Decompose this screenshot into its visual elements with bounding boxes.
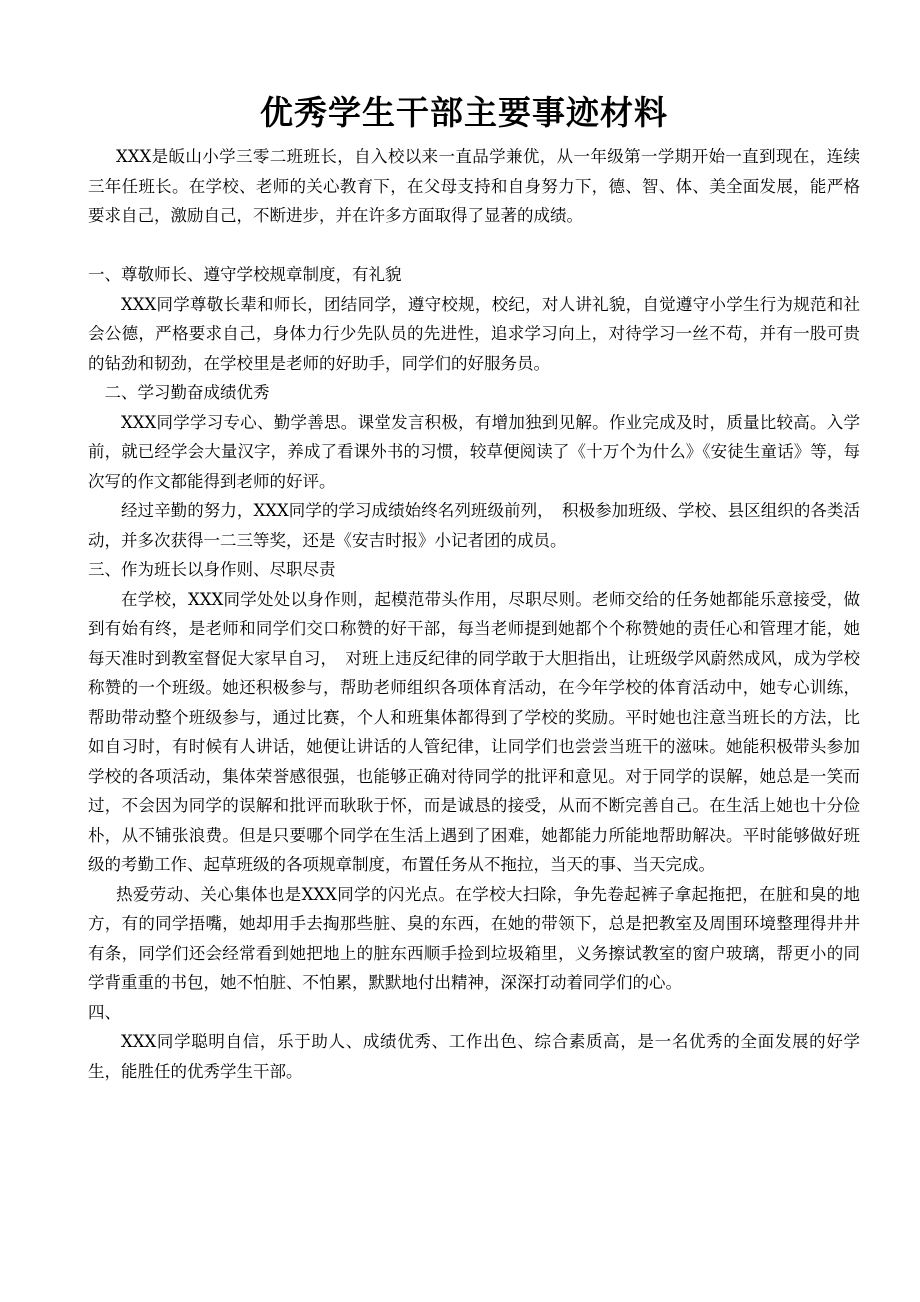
blank-line xyxy=(88,231,860,261)
section-4-heading: 四、 xyxy=(88,1002,121,1022)
section-3-paragraph-1: 在学校，XXX同学处处以身作则，起模范带头作用，尽职尽则。老师交给的任务她都能乐意接受，做到有始有终，是老师和同学们交口称赞的好干部，每当老师提到她都个个称赞她的责任心和管理才能，她每天准时到教室督促大家早自习， 对班上违反纪律的同学敢于大胆指出，让班级学风蔚然成风，成为学校称赞的一个班级。她还积极参与，帮助老师组织各项体育活动，在今年学校的体育活动中，她专心训练，帮助带动整个班级参与，通过比赛，个人和班集体都得到了学校的奖励。平时她也注意当班长的方法，比如自习时，有时候有人讲话，她便让讲话的人管纪律，让同学们也尝尝当班干的滋味。她能积极带头参加学校的各项活动，集体荣誉感很强，也能够正确对待同学的批评和意见。对于同学的误解，她总是一笑而过，不会因为同学的误解和批评而耿耿于怀，而是诚恳的接受，从而不断完善自己。在生活上她也十分俭朴，从不铺张浪费。但是只要哪个同学在生活上遇到了困难，她都能力所能地帮助解决。平时能够做好班级的考勤工作、起草班级的各项规章制度，布置任务从不拖拉，当天的事、当天完成。 xyxy=(88,589,860,874)
section-3-heading: 三、作为班长以身作则、尽职尽责 xyxy=(88,560,336,579)
intro-paragraph: XXX是皈山小学三零二班班长，自入校以来一直品学兼优，从一年级第一学期开始一直到现在，连续三年任班长。在学校、老师的关心教育下，在父母支持和自身努力下，德、智、体、美全面发展，能严格要求自己，激励自己，不断进步，并在许多方面取得了显著的成绩。 xyxy=(88,147,860,225)
section-2-paragraph-2: 经过辛勤的努力，XXX同学的学习成绩始终名列班级前列， 积极参加班级、学校、县区组织的各类活动，并多次获得一二三等奖，还是《安吉时报》小记者团的成员。 xyxy=(88,501,860,550)
section-2-heading: 二、学习勤奋成绩优秀 xyxy=(104,383,270,402)
section-1-paragraph-1: XXX同学尊敬长辈和师长，团结同学，遵守校规，校纪，对人讲礼貌，自觉遵守小学生行为规范和社会公德，严格要求自己，身体力行少先队员的先进性，追求学习向上，对待学习一丝不苟，并有一股可贵的钻劲和韧劲，在学校里是老师的好助手，同学们的好服务员。 xyxy=(88,294,860,373)
section-3-paragraph-2: 热爱劳动、关心集体也是XXX同学的闪光点。在学校大扫除，争先卷起裤子拿起拖把，在脏和臭的地方，有的同学捂嘴，她却用手去掏那些脏、臭的东西，在她的带领下，总是把教室及周围环境整理得井井有条，同学们还会经常看到她把地上的脏东西顺手捡到垃圾箱里，义务擦试教室的窗户玻璃，帮更小的同学背重重的书包，她不怕脏、不怕累，默默地付出精神，深深打动着同学们的心。 xyxy=(88,884,860,992)
document-title: 优秀学生干部主要事迹材料 xyxy=(260,93,668,132)
section-2-paragraph-1: XXX同学学习专心、勤学善思。课堂发言积极，有增加独到见解。作业完成及时，质量比较高。入学前，就已经学会大量汉字，养成了看课外书的习惯，较草便阅读了《十万个为什么》《安徒生童话》等，每次写的作文都能得到老师的好评。 xyxy=(88,412,860,491)
section-4-paragraph-1: XXX同学聪明自信，乐于助人、成绩优秀、工作出色、综合素质高，是一名优秀的全面发展的好学生，能胜任的优秀学生干部。 xyxy=(88,1032,860,1081)
section-1-heading: 一、尊敬师长、遵守学校规章制度，有礼貌 xyxy=(88,265,402,284)
